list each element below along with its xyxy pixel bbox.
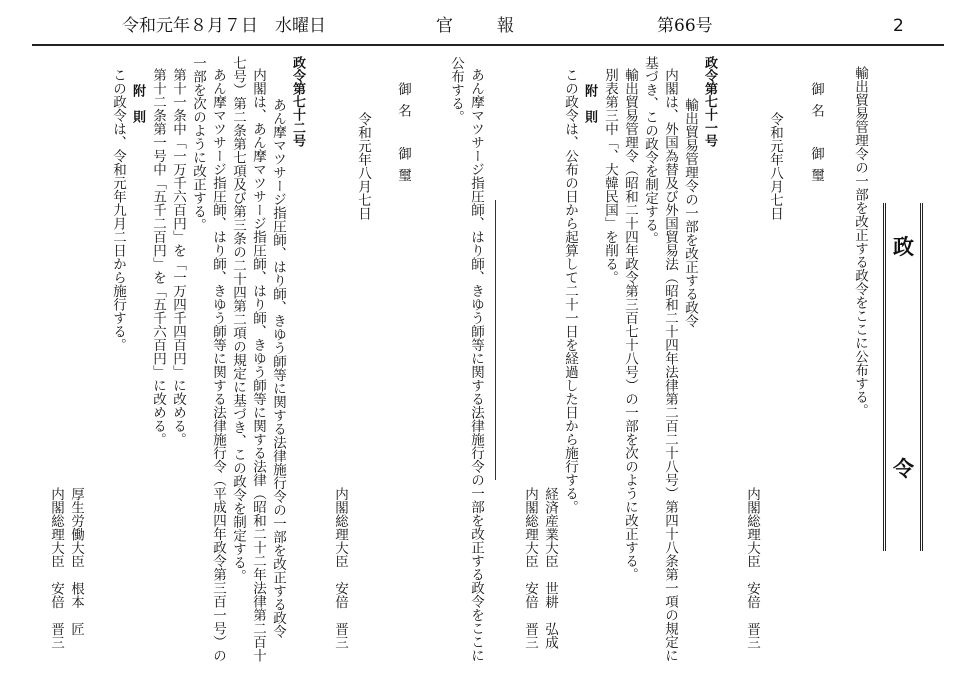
doc2-signer: 内閣総理大臣 安倍 晋三: [332, 487, 348, 649]
doc2-body-2: 七号）第二条第七項及び第三条の二十四第二項の規定に基づき、この政令を制定する。: [230, 56, 246, 583]
doc1-body-4: 別表第三中「、大韓民国」を削る。: [602, 68, 618, 284]
doc1-number: 政令第七十一号: [702, 56, 717, 147]
doc2-body-1: 内閣は、あん摩マツサージ指圧師、はり師、きゆう師等に関する法律（昭和二十二年法律第二百十: [250, 68, 266, 662]
document-divider: [495, 200, 496, 480]
section-kanji-rei: 令: [893, 457, 914, 481]
publication-title: 官報: [436, 16, 558, 36]
doc2-body-4: 一部を次のように改正する。: [190, 56, 206, 232]
doc1-minister-2: 内閣総理大臣 安倍 晋三: [522, 487, 538, 649]
doc1-supplementary-title: 附 則: [582, 84, 597, 123]
doc2-intro-1: あん摩マツサージ指圧師、はり師、きゆう師等に関する法律施行令の一部を改正する政令をここに: [468, 68, 484, 662]
doc2-title: あん摩マツサージ指圧師、はり師、きゆう師等に関する法律施行令の一部を改正する政令: [270, 98, 286, 638]
issue-number: 第66号: [657, 16, 713, 36]
doc2-body-6: 第十二条第一号中「五千二百円」を「五千六百円」に改める。: [150, 68, 166, 446]
doc2-minister-1: 厚生労働大臣 根本 匠: [68, 487, 84, 636]
section-box: [883, 203, 923, 551]
doc1-minister-1: 経済産業大臣 世耕 弘成: [542, 487, 558, 649]
doc1-signer: 内閣総理大臣 安倍 晋三: [744, 487, 760, 649]
doc1-intro: 輸出貿易管理令の一部を改正する政令をここに公布する。: [852, 66, 868, 417]
doc2-body-3: あん摩マツサージ指圧師、はり師、きゆう師等に関する法律施行令（平成四年政令第三百一号）の: [210, 68, 226, 662]
doc2-date: 令和元年八月七日: [355, 112, 371, 220]
doc1-seal: 御名 御璽: [808, 82, 824, 190]
issue-date: 令和元年８月７日 水曜日: [122, 16, 326, 36]
doc1-supplementary-body: この政令は、公布の日から起算して二十一日を経過した日から施行する。: [562, 68, 578, 514]
doc2-supplementary-title: 附 則: [130, 84, 145, 123]
doc1-title: 輸出貿易管理令の一部を改正する政令: [682, 98, 698, 328]
doc2-supplementary-body: この政令は、令和元年九月二日から施行する。: [110, 68, 126, 352]
doc2-body-5: 第十一条中「一万千六百円」を「一万四千四百円」に改める。: [170, 68, 186, 446]
doc2-number: 政令第七十二号: [290, 56, 305, 147]
doc2-minister-2: 内閣総理大臣 安倍 晋三: [48, 487, 64, 649]
page-number: 2: [893, 16, 904, 36]
section-kanji-sei: 政: [893, 235, 914, 259]
doc1-body-3: 輸出貿易管理令（昭和二十四年政令第三百七十八号）の一部を次のように改正する。: [622, 68, 638, 581]
page-header: [0, 0, 976, 46]
doc1-body-1: 内閣は、外国為替及び外国貿易法（昭和二十四年法律第二百二十八号）第四十八条第一項の規定に: [662, 68, 678, 662]
doc1-body-2: 基づき、この政令を制定する。: [642, 56, 658, 245]
header-rule: [32, 44, 944, 46]
doc1-date: 令和元年八月七日: [767, 112, 783, 220]
doc2-intro-2: 公布する。: [448, 56, 464, 124]
doc2-seal: 御名 御璽: [395, 82, 411, 190]
